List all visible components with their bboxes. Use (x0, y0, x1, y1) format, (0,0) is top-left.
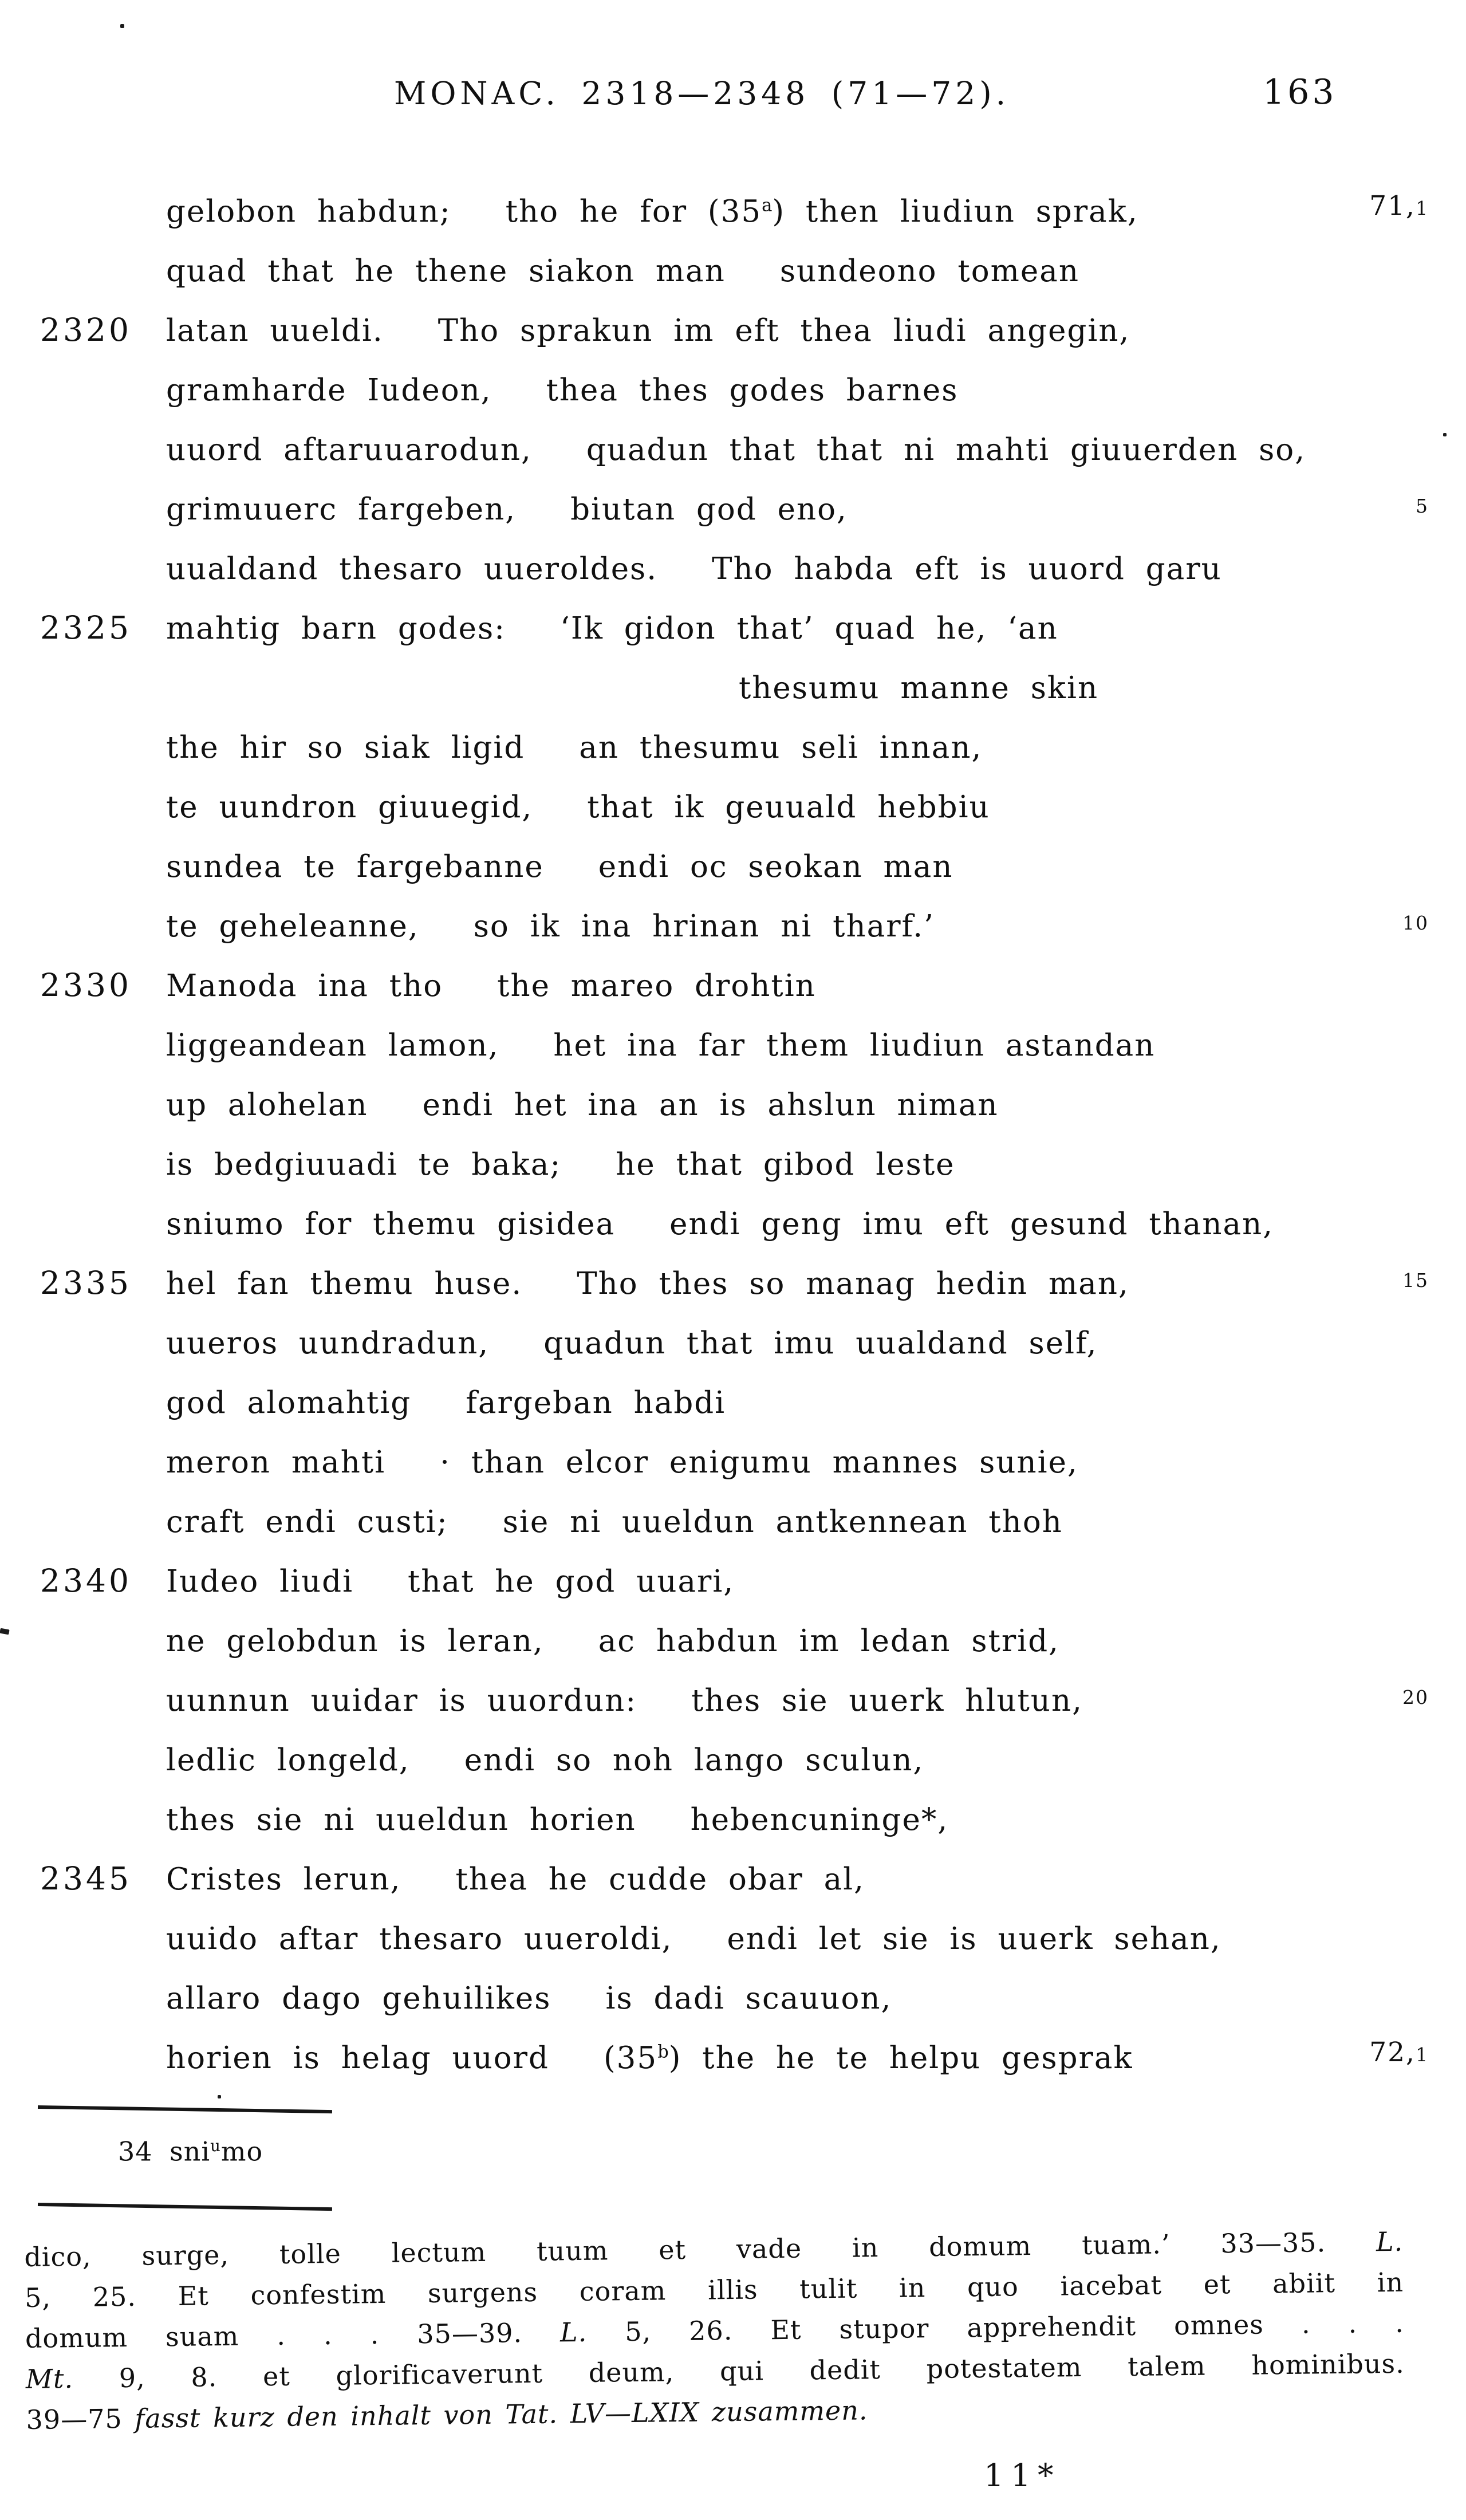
apparatus-segment: 5, 25. Et confestim surgens coram illis tulit in quo iacebat et abiit in (24, 2266, 1404, 2313)
apparatus-segment-italic: L. (1376, 2226, 1404, 2258)
verse-half-b: Tho habda eft is uuord garu (712, 551, 1222, 586)
verse-half-a: Iudeo liudi (166, 1564, 354, 1599)
fitte-number-small: 5 (1416, 495, 1429, 517)
verse-line-number: 2345 (40, 1860, 132, 1897)
verse-half-b: an thesumu seli innan, (579, 730, 983, 765)
verse-text (166, 968, 816, 1003)
verse-half-a: craft endi custi; (166, 1504, 448, 1539)
verse-text (166, 909, 935, 944)
verse-line-number: 2325 (40, 609, 132, 646)
verse-line (40, 1605, 1437, 1664)
verse-half-a: latan uueldi. (166, 313, 384, 348)
verse-text (166, 1922, 1221, 1956)
verse-half-b: so ik ina hrinan ni tharf.’ (473, 908, 935, 944)
fitte-margin (1246, 1664, 1429, 1727)
verse-text (166, 849, 953, 884)
verse-half-b: fargeban habdi (466, 1385, 726, 1420)
verse-half-b: ac habdun im ledan strid, (598, 1623, 1059, 1659)
verse-line (40, 1307, 1437, 1367)
verse-half-a: uualdand thesaro uueroldes. (166, 551, 658, 586)
verse-half-a: horien is helag uuord (166, 2040, 549, 2076)
verse-half-a: uuord aftaruuarodun, (166, 432, 532, 467)
verse-half-a: Manoda ina tho (166, 968, 443, 1003)
verse-half-a: uunnun uuidar is uuordun: (166, 1683, 637, 1718)
manuscript-folio-sup: b (657, 2041, 669, 2062)
verse-half-b: endi geng imu eft gesund thanan, (669, 1206, 1274, 1242)
scan-speck (0, 1628, 10, 1635)
verse-half-a: thesumu manne skin (739, 670, 1099, 706)
verse-text (166, 2041, 1133, 2076)
fitte-margin (1246, 473, 1429, 536)
apparatus-segment: 9, 8. et glorificaverunt deum, qui dedit potestatem talem hominibus. (73, 2348, 1405, 2395)
verse-line (40, 235, 1437, 294)
verse-line (40, 950, 1437, 1009)
verse-text (166, 1683, 1083, 1718)
verse-text (166, 1445, 1078, 1480)
verse-half-b: endi let sie is uuerk sehan, (727, 1921, 1221, 1956)
verse-line (40, 1367, 1437, 1426)
verse-text (166, 1505, 1063, 1539)
verse-line-number: 2340 (40, 1562, 132, 1599)
verse-half-b-pre: tho he for (35 (505, 194, 762, 229)
verse-line (40, 771, 1437, 830)
fitte-margin (1246, 175, 1429, 238)
verse-half-a: uuido aftar thesaro uueroldi, (166, 1921, 673, 1956)
verse-line (40, 890, 1437, 950)
verse-text (166, 1326, 1098, 1361)
verse-text (166, 194, 1138, 229)
verse-text (166, 1088, 999, 1123)
verse-line (40, 592, 1437, 652)
verse-line (40, 1188, 1437, 1247)
running-header: MONAC. 2318—2348 (71—72). (394, 75, 1010, 112)
verse-half-b: endi so noh lango sculun, (464, 1742, 924, 1778)
verse-line (40, 711, 1437, 771)
apparatus-segment: 39—75 (26, 2403, 135, 2435)
verse-line-number: 2320 (40, 311, 132, 348)
apparatus-block (24, 2222, 1405, 2440)
verse-half-b: biutan god eno, (570, 491, 848, 527)
verse-half-a: sundea te fargebanne (166, 849, 544, 884)
verse-half-a: uueros uundradun, (166, 1325, 490, 1361)
verse-block (40, 175, 1437, 2081)
verse-half-a: gelobon habdun; (166, 194, 451, 229)
verse-half-b-post: ) the he te helpu gesprak (668, 2040, 1133, 2076)
footnote (118, 2128, 263, 2169)
apparatus-segment-italic: L. (559, 2316, 588, 2348)
verse-text (166, 1028, 1155, 1063)
fitte-number-small: 1 (1416, 2043, 1429, 2066)
verse-text (166, 373, 958, 408)
verse-text (166, 1862, 865, 1897)
footnote-pre: 34 sni (118, 2136, 211, 2167)
verse-half-a: grimuuerc fargeben, (166, 491, 517, 527)
verse-line (40, 1009, 1437, 1069)
verse-line-number: 2330 (40, 966, 132, 1003)
verse-half-a: up alohelan (166, 1087, 368, 1123)
verse-half-b: ‘Ik gidon that’ quad he, ‘an (560, 611, 1058, 646)
fitte-number-small: 10 (1402, 912, 1429, 934)
verse-line (40, 1783, 1437, 1843)
verse-line (40, 354, 1437, 414)
verse-text (166, 1624, 1059, 1659)
verse-half-a: ledlic longeld, (166, 1742, 410, 1778)
scan-speck (120, 24, 124, 28)
verse-half-b: that ik geuuald hebbiu (587, 789, 990, 825)
verse-half-b: · than elcor enigumu mannes sunie, (440, 1444, 1078, 1480)
verse-text (166, 1147, 955, 1182)
verse-half-b: thea he cudde obar al, (455, 1861, 865, 1897)
verse-half-a: sniumo for themu gisidea (166, 1206, 616, 1242)
verse-line (40, 294, 1437, 354)
verse-half-b: endi het ina an is ahslun niman (422, 1087, 999, 1123)
verse-half-a: quad that he thene siakon man (166, 253, 726, 289)
verse-text (166, 1802, 948, 1837)
verse-text (166, 1981, 892, 2016)
fitte-number-small: 15 (1402, 1269, 1429, 1292)
page-signature: 11* (984, 2457, 1061, 2494)
verse-line (40, 533, 1437, 592)
verse-text (166, 671, 1153, 706)
verse-half-b-pre: (35 (603, 2040, 658, 2076)
verse-line (40, 473, 1437, 533)
verse-line (40, 1962, 1437, 2022)
verse-half-a: hel fan themu huse. (166, 1266, 523, 1301)
fitte-margin (1246, 1247, 1429, 1310)
verse-text (166, 313, 1130, 348)
verse-half-b-post: ) then liudiun sprak, (772, 194, 1138, 229)
verse-half-a: god alomahtig (166, 1385, 412, 1420)
verse-half-b: Tho sprakun im eft thea liudi angegin, (438, 313, 1130, 348)
apparatus-segment: domum suam . . . 35—39. (25, 2317, 561, 2354)
verse-line (40, 1069, 1437, 1128)
verse-half-b: thes sie uuerk hlutun, (691, 1683, 1083, 1718)
verse-line (40, 414, 1437, 473)
verse-text (166, 552, 1222, 586)
verse-text (166, 1743, 924, 1778)
verse-text (166, 432, 1306, 467)
fitte-margin (1246, 890, 1429, 953)
verse-text (166, 1207, 1274, 1242)
verse-half-b: he that gibod leste (616, 1147, 955, 1182)
verse-line (40, 1426, 1437, 1486)
page-number: 163 (1263, 72, 1337, 112)
verse-half-b: Tho thes so manag hedin man, (577, 1266, 1129, 1301)
footnote-rule-bottom (38, 2203, 332, 2211)
verse-half-a: Cristes lerun, (166, 1861, 401, 1897)
footnote-sup: u (210, 2136, 221, 2155)
verse-line (40, 1843, 1437, 1903)
verse-half-b: quadun that that ni mahti giuuerden so, (586, 432, 1306, 467)
verse-half-b: sundeono tomean (779, 253, 1079, 289)
verse-half-b: is dadi scauuon, (605, 1980, 892, 2016)
verse-half-b: the mareo drohtin (497, 968, 816, 1003)
fitte-number-small: 20 (1402, 1686, 1429, 1708)
verse-half-b: hebencuninge*, (690, 1802, 949, 1837)
scan-speck (1443, 433, 1447, 436)
verse-half-a: the hir so siak ligid (166, 730, 525, 765)
verse-half-b: that he god uuari, (408, 1564, 735, 1599)
verse-text (166, 1564, 734, 1599)
scan-speck (218, 2095, 221, 2098)
verse-line (40, 1724, 1437, 1783)
verse-line (40, 652, 1437, 711)
verse-text (166, 254, 1079, 289)
verse-line (40, 1664, 1437, 1724)
verse-half-a: is bedgiuuadi te baka; (166, 1147, 562, 1182)
verse-half-b: thea thes godes barnes (546, 372, 959, 408)
verse-half-a: thes sie ni uueldun horien (166, 1802, 636, 1837)
verse-text (166, 790, 990, 825)
verse-half-a: te uundron giuuegid, (166, 789, 533, 825)
fitte-number-big: 72, (1369, 2037, 1416, 2068)
verse-half-b: quadun that imu uualdand self, (543, 1325, 1098, 1361)
verse-half-a: liggeandean lamon, (166, 1027, 499, 1063)
verse-line (40, 1545, 1437, 1605)
apparatus-segment-italic: fasst kurz den inhalt von Tat. LV—LXIX zusammen. (135, 2395, 868, 2434)
verse-half-a: allaro dago gehuilikes (166, 1980, 551, 2016)
verse-half-b: sie ni uueldun antkennean thoh (502, 1504, 1063, 1539)
manuscript-folio-sup: a (762, 195, 773, 215)
verse-line (40, 2022, 1437, 2081)
verse-line (40, 1903, 1437, 1962)
verse-half-b: het ina far them liudiun astandan (553, 1027, 1156, 1063)
verse-line (40, 175, 1437, 235)
verse-half-a: ne gelobdun is leran, (166, 1623, 544, 1659)
verse-line (40, 830, 1437, 890)
verse-text (166, 1385, 726, 1420)
footnote-post: mo (220, 2136, 263, 2167)
verse-half-a: gramharde Iudeon, (166, 372, 492, 408)
apparatus-segment: dico, surge, tolle lectum tuum et vade in domum tuam.’ 33—35. (24, 2226, 1377, 2273)
apparatus-segment: 5, 26. Et stupor apprehendit omnes . . . (586, 2307, 1405, 2348)
verse-line-number: 2335 (40, 1264, 132, 1301)
verse-half-a: mahtig barn godes: (166, 611, 506, 646)
verse-line (40, 1128, 1437, 1188)
verse-half-a: meron mahti (166, 1444, 386, 1480)
verse-half-b: endi oc seokan man (598, 849, 953, 884)
fitte-margin (1246, 2022, 1429, 2085)
verse-line (40, 1247, 1437, 1307)
verse-half-a: te geheleanne, (166, 908, 419, 944)
verse-text (166, 1266, 1129, 1301)
fitte-number-small: 1 (1416, 197, 1429, 219)
apparatus-segment-italic: Mt. (25, 2363, 74, 2395)
verse-text (166, 492, 848, 527)
fitte-number-big: 71, (1369, 190, 1416, 222)
verse-line (40, 1486, 1437, 1545)
verse-text (166, 730, 982, 765)
verse-text (166, 611, 1058, 646)
footnote-rule-top (38, 2105, 332, 2113)
